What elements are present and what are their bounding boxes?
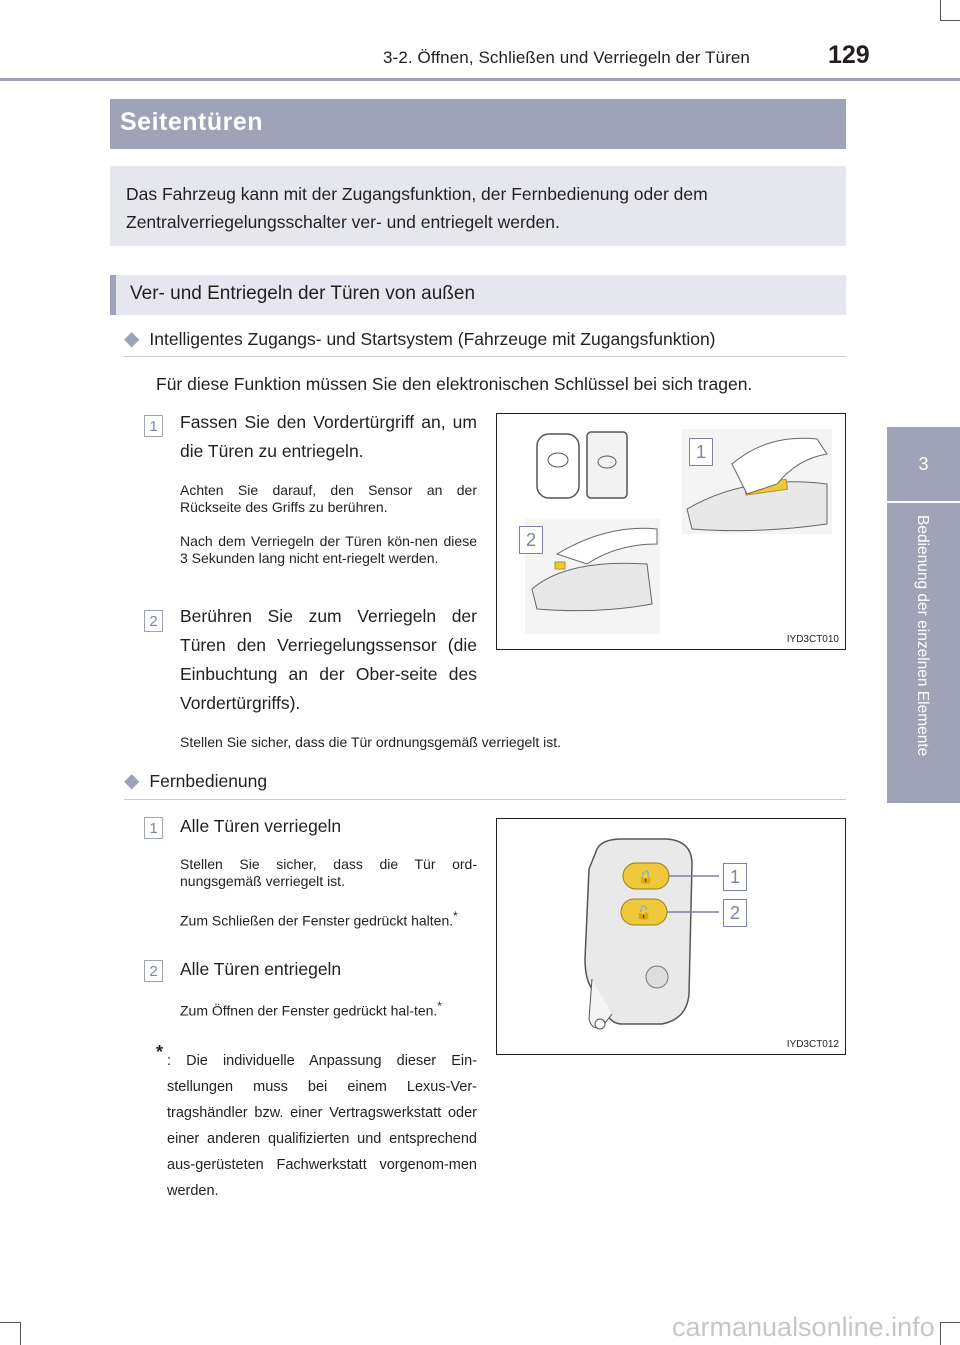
- figure-code: IYD3CT012: [786, 1039, 839, 1050]
- smart-entry-step2: Berühren Sie zum Verriegeln der Türen den Verriegelungssensor (die Einbuchtung an der Ober-seite des Vordertürgriffs).: [180, 606, 477, 713]
- remote-step2-note: Zum Öffnen der Fenster gedrückt hal-ten.*: [180, 1000, 442, 1019]
- figure-callout: 1: [689, 438, 713, 466]
- crop-mark: [940, 1322, 941, 1345]
- chapter-tab-number: 3: [887, 427, 960, 501]
- step-number-badge: 1: [144, 415, 163, 437]
- header-rule: [0, 78, 960, 81]
- heading-rule: [124, 799, 846, 800]
- smart-entry-heading-text: Intelligentes Zugangs- und Startsystem (Fahrzeuge mit Zugangsfunktion): [149, 329, 716, 349]
- subsection-accent: [110, 275, 116, 315]
- diamond-bullet-icon: ◆: [124, 328, 140, 350]
- section-title: Seitentüren: [120, 108, 264, 136]
- smart-entry-step1: Fassen Sie den Vordertürgriff an, um die Türen zu entriegeln.: [180, 412, 477, 461]
- remote-step1: Alle Türen verriegeln: [180, 816, 342, 836]
- intro-box: [110, 166, 846, 246]
- key-fob-illustration: [497, 819, 845, 1054]
- chapter-tab-label: Bedienung der einzelnen Elemente: [914, 515, 931, 757]
- remote-step2: Alle Türen entriegeln: [180, 959, 342, 979]
- chapter-tab: [887, 503, 960, 803]
- crop-mark: [940, 0, 941, 20]
- remote-step1-note1: Stellen Sie sicher, dass die Tür ord-nungsgemäß verriegelt ist.: [180, 856, 477, 889]
- footnote-asterisk: *: [437, 1000, 442, 1013]
- remote-heading: [124, 768, 267, 793]
- smart-entry-heading: [124, 326, 716, 351]
- svg-text:🔒: 🔒: [637, 870, 655, 885]
- smart-entry-intro: Für diese Funktion müssen Sie den elektronischen Schlüssel bei sich tragen.: [156, 374, 753, 394]
- remote-step1-note2: Zum Schließen der Fenster gedrückt halten.*: [180, 910, 458, 929]
- running-header: 3-2. Öffnen, Schließen und Verriegeln der Türen: [383, 48, 750, 67]
- crop-mark: [0, 1322, 20, 1323]
- smart-entry-step1-note1: Achten Sie darauf, den Sensor an der Rückseite des Griffs zu berühren.: [180, 482, 477, 515]
- remote-heading-text: Fernbedienung: [149, 771, 268, 791]
- footnote-text: : Die individuelle Anpassung dieser Ein-stellungen muss bei einem Lexus-Ver-tragshändler bzw. einer Vertragswerkstatt oder einer anderen qualifizierten und entsprechend aus-gerüsteten Fachwerkstatt vorgenom-men werden.: [167, 1053, 477, 1199]
- page-number: 129: [828, 41, 870, 69]
- section-title-bar: [110, 99, 846, 149]
- step-number-badge: 2: [144, 610, 163, 632]
- footnote-asterisk: *: [453, 910, 458, 923]
- crop-mark: [940, 20, 960, 21]
- door-handle-figure: [496, 413, 846, 650]
- step-number-badge: 1: [144, 817, 163, 839]
- figure-code: IYD3CT010: [786, 634, 839, 645]
- step-number-badge: 2: [144, 960, 163, 982]
- crop-mark: [940, 1322, 960, 1323]
- subsection-bar: [110, 275, 846, 315]
- diamond-bullet-icon: ◆: [124, 770, 140, 792]
- figure-callout: 2: [723, 899, 747, 927]
- door-handle-illustration: [497, 414, 845, 649]
- figure-callout: 2: [519, 526, 543, 554]
- footnote-marker: *: [156, 1042, 164, 1062]
- intro-text: Das Fahrzeug kann mit der Zugangsfunktion, der Fernbedienung oder dem Zentralverriegelungsschalter ver- und entriegelt werden.: [126, 184, 708, 232]
- heading-rule: [124, 356, 846, 357]
- smart-entry-step2-note: Stellen Sie sicher, dass die Tür ordnungsgemäß verriegelt ist.: [180, 734, 562, 750]
- crop-mark: [20, 1322, 21, 1345]
- subsection-title: Ver- und Entriegeln der Türen von außen: [130, 283, 476, 304]
- svg-text:🔓: 🔓: [635, 906, 653, 921]
- key-fob-figure: [496, 818, 846, 1055]
- figure-callout: 1: [723, 863, 747, 891]
- footer-watermark: carmanualsonline.info: [672, 1312, 935, 1342]
- smart-entry-step1-note2: Nach dem Verriegeln der Türen kön-nen diese 3 Sekunden lang nicht ent-riegelt werden.: [180, 533, 477, 566]
